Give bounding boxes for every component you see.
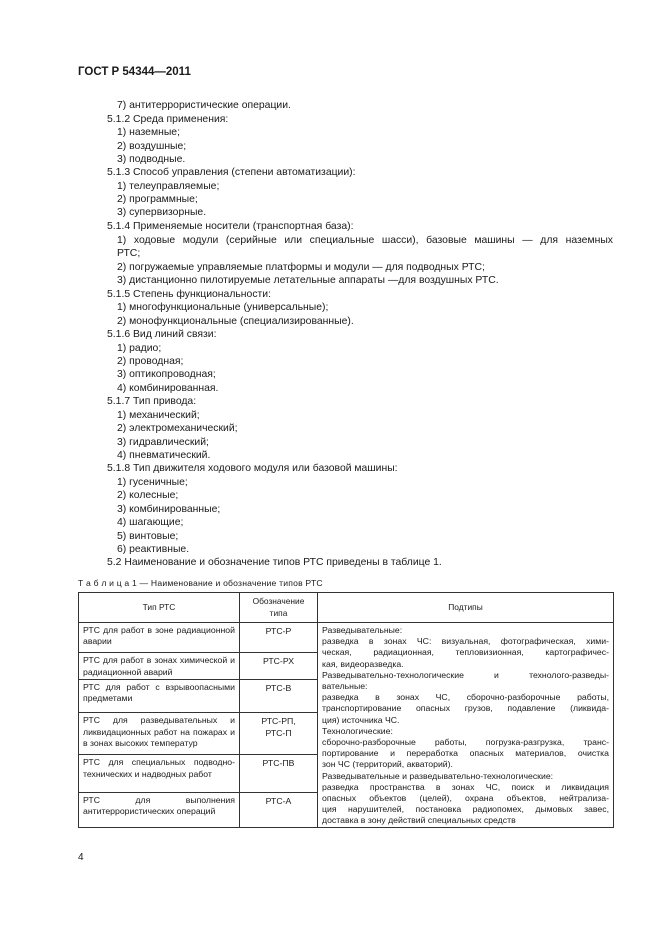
- body-line: 3) гидравлический;: [117, 437, 209, 448]
- body-line: 1) многофункциональные (универсальные);: [117, 302, 329, 313]
- cell-code: РТС-РП, РТС-П: [240, 713, 318, 755]
- body-line: 4) пневматический.: [117, 450, 211, 461]
- body-line: 7) антитеррористические операции.: [117, 100, 291, 111]
- subtype-line: ция) источника ЧС.: [322, 714, 400, 725]
- body-line: 3) оптикопроводная;: [117, 369, 216, 380]
- subtype-line: портирование и переработка опасных материалов, очистка: [322, 748, 609, 759]
- cell-type: РТС для специальных подводно-технических и надводных работ: [79, 755, 240, 793]
- body-line: 2) электромеханический;: [117, 423, 238, 434]
- cell-type: РТС для разведывательных и ликвидационных работ на пожарах и в зонах высоких температур: [79, 713, 240, 755]
- types-table: [78, 592, 614, 828]
- subtype-line: ческая, радиационная, тепловизионная, картографичес-: [322, 647, 609, 658]
- body-line: 3) подводные.: [117, 154, 186, 165]
- body-line: 4) комбинированная.: [117, 383, 219, 394]
- body-line: 5) винтовые;: [117, 531, 179, 542]
- cell-subtypes: [318, 623, 614, 828]
- subtype-line: Разведывательные и разведывательно-технологические:: [322, 770, 554, 781]
- body-line: 2) проводная;: [117, 356, 184, 367]
- body-line: 6) реактивные.: [117, 544, 190, 555]
- subtype-line: разведка в зонах ЧС, сборочно-разборочные работы,: [322, 692, 609, 703]
- subtype-line: разведка в зонах ЧС: визуальная, фотографическая, хими-: [322, 636, 609, 647]
- subtype-line: сборочно-разборочные работы, погрузка-разгрузка, транс-: [322, 737, 609, 748]
- body-line: 1) механический;: [117, 410, 200, 421]
- cell-code: РТС-ПВ: [240, 755, 318, 793]
- subtype-line: транспортирование опасных грузов, подавление (ликвида-: [322, 703, 609, 714]
- subtype-line: Разведывательные:: [322, 625, 403, 635]
- cell-code: РТС-А: [240, 793, 318, 828]
- cell-type: РТС для работ в зонах химической и радиационной аварий: [79, 653, 240, 680]
- cell-type: РТС для выполнения антитеррористических операций: [79, 793, 240, 828]
- subtype-line: Разведывательно-технологические и технолого-разведы-: [322, 669, 609, 680]
- table-header-row: [79, 593, 614, 623]
- body-line: 2) погружаемые управляемые платформы и модули — для подводных РТС;: [117, 262, 485, 273]
- subtype-line: кая, видеоразведка.: [322, 658, 404, 669]
- table-row: [79, 623, 614, 653]
- header-type: Тип РТС: [79, 593, 240, 623]
- body-line: 5.1.5 Степень функциональности:: [107, 289, 271, 300]
- header-subtypes: Подтипы: [318, 593, 614, 623]
- body-line: 3) комбинированные;: [117, 504, 221, 515]
- body-line: 5.1.2 Среда применения:: [107, 114, 229, 125]
- body-line: 3) супервизорные.: [117, 207, 207, 218]
- body-line: 2) колесные;: [117, 490, 179, 501]
- body-line: 2) монофункциональные (специализированные).: [117, 316, 354, 327]
- cell-code: РТС-РХ: [240, 653, 318, 680]
- body-line: 2) программные;: [117, 194, 198, 205]
- cell-code: РТС-В: [240, 679, 318, 713]
- body-line: 5.1.7 Тип привода:: [107, 396, 197, 407]
- body-line: 5.1.6 Вид линий связи:: [107, 329, 217, 340]
- body-line: 1) ходовые модули (серийные или специальные шасси), базовые машины — для наземных: [117, 235, 613, 246]
- body-line: РТС;: [117, 248, 141, 259]
- body-line: 5.1.3 Способ управления (степени автоматизации):: [107, 167, 356, 178]
- subtype-line: Технологические:: [322, 725, 393, 736]
- document-header: ГОСТ Р 54344—2011: [78, 66, 191, 78]
- body-line: 3) дистанционно пилотируемые летательные аппараты —для воздушных РТС.: [117, 275, 499, 286]
- subtype-line: ция нарушителей, постановка радиопомех, дымовых завес,: [322, 804, 609, 815]
- body-line: 1) радио;: [117, 343, 162, 354]
- body-line: 1) гусеничные;: [117, 477, 188, 488]
- table-caption: Т а б л и ц а 1 — Наименование и обозначение типов РТС: [78, 578, 323, 588]
- body-line: 1) наземные;: [117, 127, 180, 138]
- cell-code: РТС-Р: [240, 623, 318, 653]
- subtype-line: вательные:: [322, 681, 368, 692]
- body-line: 5.2 Наименование и обозначение типов РТС приведены в таблице 1.: [107, 557, 442, 568]
- subtype-line: опасных объектов (целей), охрана объектов, нейтрализа-: [322, 793, 609, 804]
- body-line: 1) телеуправляемые;: [117, 181, 220, 192]
- subtype-line: разведка пространства в зонах ЧС, поиск и ликвидация: [322, 781, 609, 792]
- body-line: 5.1.8 Тип движителя ходового модуля или базовой машины:: [107, 463, 398, 474]
- header-code: Обозначение типа: [240, 593, 318, 623]
- body-line: 5.1.4 Применяемые носители (транспортная база):: [107, 221, 354, 232]
- subtype-line: зон ЧС (территорий, акваторий).: [322, 759, 453, 770]
- cell-type: РТС для работ в зоне радиационной аварии: [79, 623, 240, 653]
- cell-type: РТС для работ с взрывоопасными предметами: [79, 679, 240, 713]
- subtype-line: доставка в зону действий специальных средств: [322, 815, 516, 826]
- body-line: 4) шагающие;: [117, 517, 184, 528]
- body-line: 2) воздушные;: [117, 141, 187, 152]
- page-number: 4: [78, 852, 84, 863]
